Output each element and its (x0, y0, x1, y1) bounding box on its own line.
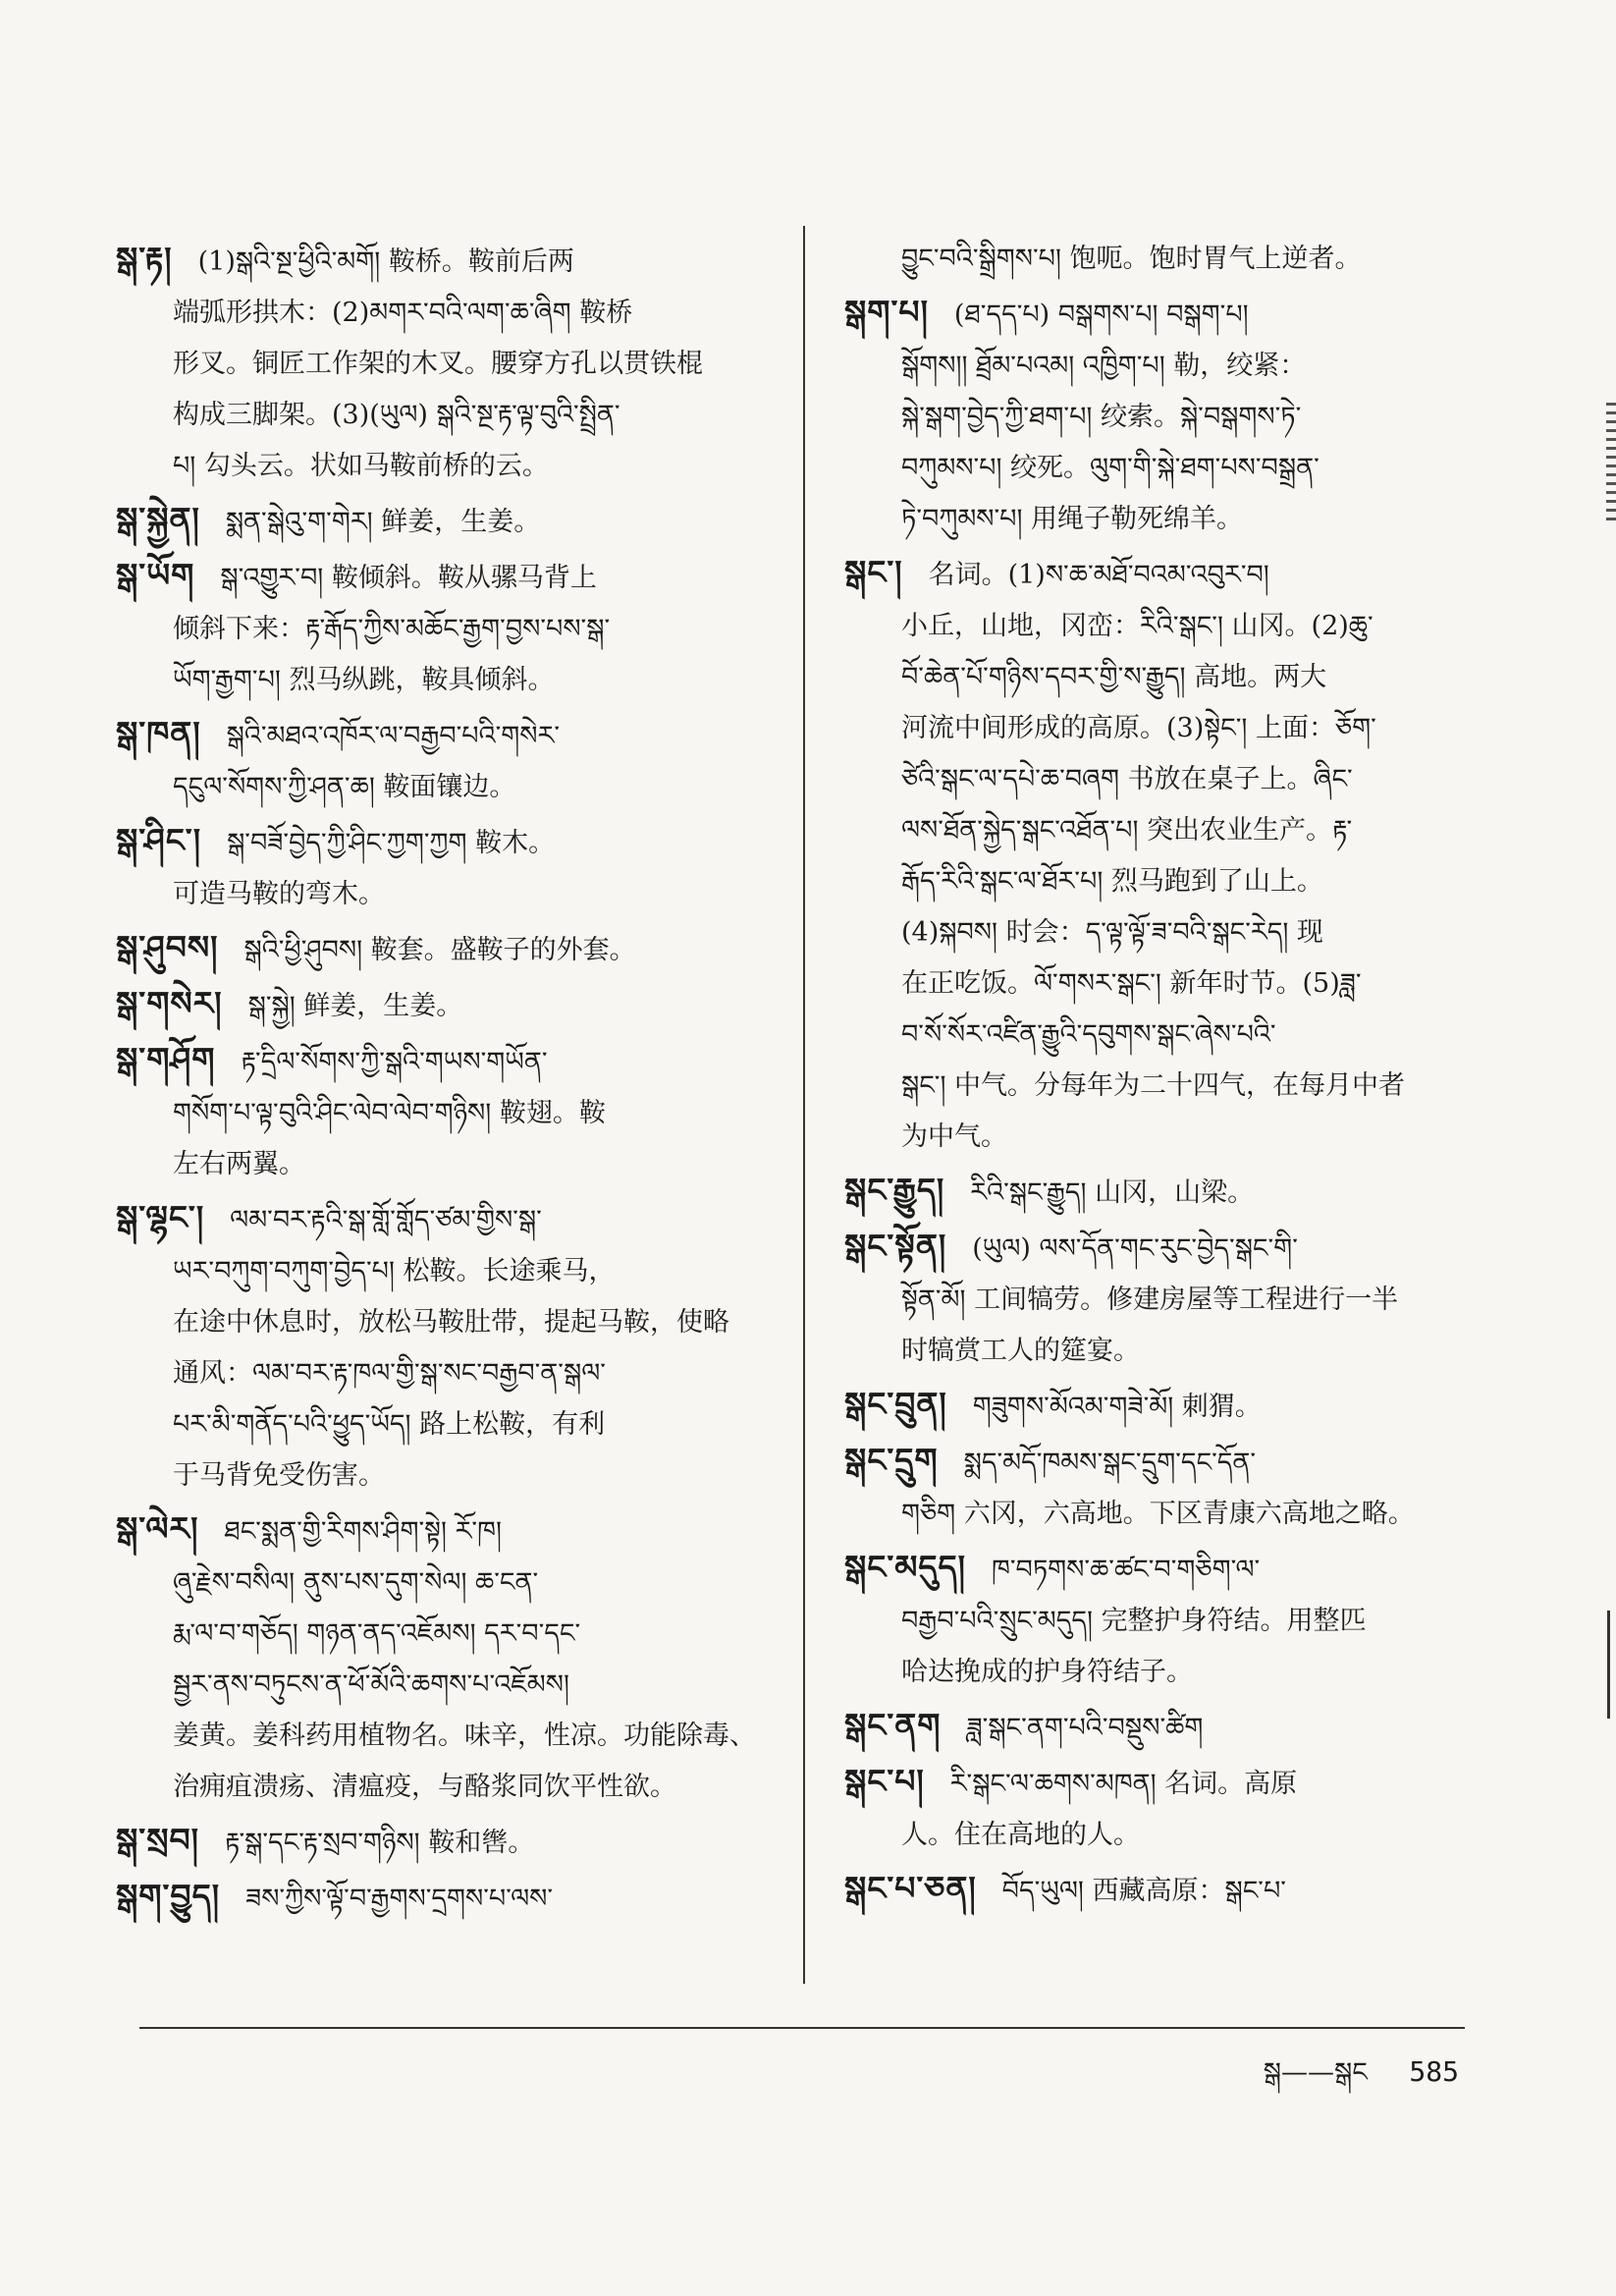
dictionary-entry (844, 547, 1482, 1163)
dictionary-entry (116, 494, 774, 548)
entry-line (116, 234, 774, 288)
dictionary-entry (844, 234, 1482, 285)
headword: སྒ་གསེར། (116, 984, 223, 1022)
dictionary-entry (116, 234, 774, 492)
definition-text: 倾斜下来：རྟ་རྒོད་ཀྱིས་མཆོང་རྒྱག་བྱས་པས་སྒ་ (173, 614, 611, 644)
entry-line (116, 1348, 774, 1399)
headword: སྒང་ནག (844, 1706, 942, 1744)
headword: སྒང་དྲུག (844, 1441, 939, 1479)
definition-text: 哈达挽成的护身符结子。 (901, 1657, 1193, 1687)
definition-text: སྒ་འགྱུར་བ། 鞍倾斜。鞍从骡马背上 (220, 563, 597, 593)
definition-text: ཏེ་བཀུམས་པ། 用绳子勒死绵羊。 (901, 504, 1244, 534)
definition-text: 端弧形拱木：(2)མགར་བའི་ལག་ཆ་ཞིག 鞍桥 (173, 298, 633, 328)
dictionary-entry (844, 1863, 1482, 1917)
dictionary-entry (116, 1192, 774, 1502)
headword: སྒ་ཤིང་། (116, 821, 202, 859)
definition-text: རྟ་དྲིལ་སོགས་ཀྱི་སྒའི་གཡས་གཡོན་ (241, 1047, 548, 1077)
headword: སྒ་སྐྱེན། (116, 500, 200, 538)
definition-text: ཞུ་རྗེས་བསིལ། ནུས་པས་དུག་སེལ། ཆ་ངན་ (173, 1567, 539, 1598)
definition-text: བ་སོ་སོར་འཛིན་རྒྱུའི་དབུགས་སྒང་ཞེས་པའི་ (901, 1019, 1276, 1050)
dictionary-entry (844, 1435, 1482, 1540)
entry-line (116, 339, 774, 390)
definition-text: སྐེ་སྒག་བྱེད་ཀྱི་ཐག་པ། 绞索。སྐེ་བསྒགས་ཏེ་ (901, 402, 1302, 432)
headword: སྒ་སྲབ། (116, 1821, 199, 1859)
definition-text: སྒ་སྐྱེ། 鲜姜，生姜。 (247, 991, 463, 1021)
entry-line (844, 1647, 1482, 1698)
headword: སྒང་པ། (844, 1762, 925, 1800)
dictionary-entry (116, 1871, 774, 1925)
page-number: 585 (1409, 2055, 1459, 2088)
dictionary-entry (844, 1379, 1482, 1433)
entry-line (116, 1711, 774, 1762)
right-column (844, 234, 1482, 1919)
definition-text: སྨན་སྒེའུ་ག་གེར། 鲜姜，生姜。 (225, 507, 541, 537)
entry-line (116, 1660, 774, 1711)
definition-text: 左右两翼。 (173, 1149, 305, 1179)
headword: སྒ་ཡོག (116, 556, 195, 594)
entry-line (116, 441, 774, 492)
scan-edge-marks (1606, 403, 1616, 520)
headword: སྒག་བྱུད། (116, 1877, 221, 1915)
dictionary-entry (116, 1503, 774, 1813)
column-divider (803, 226, 805, 1984)
definition-text: 可造马鞍的弯木。 (173, 879, 385, 909)
definition-text: སྒོགས།། ཐྲོམ་པའམ། འཁྱིག་པ། 勒，绞紧： (901, 351, 1307, 381)
entry-line (844, 1326, 1482, 1377)
headword: སྒ་ལེར། (116, 1509, 199, 1548)
definition-text: གཟུགས་མོའམ་གཟེ་མོ། 刺猬。 (972, 1392, 1262, 1422)
entry-line (844, 1010, 1482, 1061)
entry-line (116, 922, 774, 976)
definition-text: ཡར་བཀུག་བཀུག་བྱེད་པ། 松鞍。长途乘马， (173, 1256, 616, 1286)
entry-line (844, 1756, 1482, 1810)
definition-text: རི་སྒང་ལ་ཆགས་མཁན། 名词。高原 (949, 1769, 1298, 1799)
definition-text: ཐང་སྨན་གྱི་རིགས་ཤིག་སྟེ། རོ་ཁ། (224, 1516, 502, 1547)
definition-text: རྒོད་རིའི་སྒང་ལ་ཐོར་པ། 烈马跑到了山上。 (901, 866, 1323, 897)
entry-line (844, 1596, 1482, 1647)
headword: སྒང་བྲུན། (844, 1385, 947, 1423)
entry-line (116, 390, 774, 441)
definition-text: སྒའི་ཕྱི་ཤུབས། 鞍套。盛鞍子的外套。 (243, 935, 636, 965)
entry-line (116, 1815, 774, 1869)
definition-text: 构成三脚架。(3)(ཡུལ) སྒའི་སྔ་རྟ་ལྟ་བུའི་སྤྲིན་ (173, 400, 620, 430)
dictionary-entry (116, 978, 774, 1032)
entry-line (116, 1762, 774, 1813)
definition-text: སྟོན་མོ། 工间犒劳。修建房屋等工程进行一半 (901, 1285, 1399, 1315)
definition-text: གཅིག 六冈，六高地。下区青康六高地之略。 (901, 1499, 1415, 1529)
definition-text: པ། 勾头云。状如马鞍前桥的云。 (173, 451, 549, 481)
definition-text: ཟླ་སྒང་ནག་པའི་བསྡུས་ཚིག (966, 1713, 1204, 1743)
entry-line (844, 1435, 1482, 1489)
definition-text: 人。住在高地的人。 (901, 1820, 1140, 1850)
entry-line (844, 1061, 1482, 1112)
definition-text: བརྒྱབ་པའི་སྲུང་མདུད། 完整护身符结。用整匹 (901, 1606, 1367, 1636)
entry-line (844, 1542, 1482, 1596)
entry-line (844, 703, 1482, 754)
entry-line (116, 708, 774, 762)
definition-text: 小丘，山地，冈峦：རིའི་སྒང་། 山冈。(2)ཆུ་ (901, 611, 1374, 641)
entry-line (116, 550, 774, 604)
dictionary-entry (844, 287, 1482, 545)
definition-text: 时犒赏工人的筵宴。 (901, 1336, 1140, 1366)
entry-line (116, 1088, 774, 1139)
definition-text: ལས་ཐོན་སྐྱེད་སྒང་འཐོན་པ། 突出农业生产。རྟ་ (901, 815, 1353, 846)
dictionary-entry (844, 1165, 1482, 1219)
entry-line (844, 754, 1482, 805)
dictionary-entry (844, 1756, 1482, 1861)
definition-text: དངུལ་སོགས་ཀྱི་ཤན་ཆ། 鞍面镶边。 (173, 772, 516, 802)
entry-line (844, 392, 1482, 443)
headword: སྒང་སྟོན། (844, 1227, 947, 1265)
definition-text: 形叉。铜匠工作架的木叉。腰穿方孔以贯铁棍 (173, 349, 703, 379)
dictionary-entry (116, 815, 774, 920)
headword: སྒ་རྟ། (116, 240, 173, 278)
entry-line (844, 652, 1482, 703)
entry-line (844, 547, 1482, 601)
entry-line (844, 1275, 1482, 1326)
definition-text: 姜黄。姜科药用植物名。味辛，性凉。功能除毒、 (173, 1721, 756, 1751)
dictionary-entry (116, 1815, 774, 1869)
entry-line (844, 1379, 1482, 1433)
scan-edge-bar (1607, 1611, 1610, 1719)
dictionary-entry (116, 550, 774, 706)
definition-text: སྨད་མདོ་ཁམས་སྒང་དྲུག་དང་དོན་ (963, 1448, 1257, 1478)
entry-line (844, 234, 1482, 285)
definition-text: རིའི་སྒང་རྒྱུད། 山冈，山梁。 (970, 1177, 1255, 1208)
entry-line (116, 1246, 774, 1297)
definition-text: ཡོག་རྒྱག་པ། 烈马纵跳，鞍具倾斜。 (173, 665, 555, 695)
definition-text: (1)སྒའི་སྔ་ཕྱིའི་མགོ། 鞍桥。鞍前后两 (197, 246, 574, 277)
dictionary-entry (844, 1542, 1482, 1698)
definition-text: བྱུང་བའི་སྒྲིགས་པ། 饱呃。饱时胃气上逆者。 (901, 244, 1362, 274)
entry-line (844, 1489, 1482, 1540)
definition-text: 于马背免受伤害。 (173, 1460, 385, 1491)
entry-line (116, 604, 774, 655)
entry-line (116, 762, 774, 813)
entry-line (844, 1165, 1482, 1219)
entry-line (844, 1112, 1482, 1163)
definition-text: 河流中间形成的高原。(3)སྟེང་། 上面：ཅོག་ (901, 713, 1376, 743)
entry-line (116, 978, 774, 1032)
entry-line (844, 1863, 1482, 1917)
definition-text: (ཡུལ) ལས་དོན་གང་རུང་བྱེད་སྒང་གི་ (972, 1233, 1298, 1264)
entry-line (844, 341, 1482, 392)
entry-line (844, 1700, 1482, 1754)
definition-text: སྦྱར་ནས་བཏུངས་ན་ཕོ་མོའི་ཆགས་པ་འཇོམས། (173, 1669, 569, 1700)
definition-text: ཟས་ཀྱིས་ལྟོ་བ་རྒྱགས་དྲགས་པ་ལས་ (245, 1884, 554, 1914)
entry-line (844, 287, 1482, 341)
entry-line (844, 907, 1482, 958)
headword: སྒ་ལྷང་། (116, 1198, 205, 1236)
entry-line (844, 443, 1482, 494)
entry-line (116, 1139, 774, 1190)
headword: སྒག་པ། (844, 293, 929, 331)
definition-text: པར་མི་གནོད་པའི་ཕྱུད་ཡོད། 路上松鞍，有利 (173, 1409, 606, 1440)
entry-line (844, 1810, 1482, 1861)
definition-text: སྒའི་མཐའ་འཁོར་ལ་བརྒྱབ་པའི་གསེར་ (226, 721, 561, 751)
headword: སྒ་གཤོག (116, 1040, 216, 1078)
headword: སྒ་ཁན། (116, 714, 201, 752)
entry-line (116, 1871, 774, 1925)
definition-text: 通风：ལམ་བར་རྟ་ཁལ་གྱི་སྒ་སང་བརྒྱབ་ན་སྒལ་ (173, 1358, 606, 1389)
headword-range: སྒ——སྒང (1263, 2057, 1368, 2088)
entry-line (844, 494, 1482, 545)
headword: སྒང་རྒྱུད། (844, 1171, 945, 1209)
entry-line (116, 494, 774, 548)
dictionary-entry (116, 708, 774, 813)
entry-line (116, 815, 774, 869)
definition-text: སྒང་། 中气。分每年为二十四气，在每月中者 (901, 1070, 1406, 1101)
headword: སྒང་པ་ཅན། (844, 1869, 977, 1907)
definition-text: 名词。(1)ས་ཆ་མཐོ་བའམ་འབུར་བ། (928, 560, 1269, 590)
definition-text: 为中气。 (901, 1121, 1007, 1152)
headword: སྒ་ཤུབས། (116, 928, 219, 966)
definition-text: 在途中休息时，放松马鞍肚带，提起马鞍，使略 (173, 1307, 729, 1338)
entry-line (116, 1558, 774, 1609)
definition-text: ལམ་བར་རྟའི་སྒ་གློ་གློད་ཙམ་གྱིས་སྒ་ (230, 1205, 542, 1235)
entry-line (116, 1503, 774, 1558)
definition-text: 治痈疽溃疡、清瘟疫，与酪浆同饮平性欲。 (173, 1772, 676, 1802)
headword: སྒང་མདུད། (844, 1548, 966, 1586)
page-footer (1264, 2043, 1459, 2117)
definition-text: (ཐ་དད་པ) བསྒགས་པ། བསྒག་པ། (953, 300, 1249, 330)
entry-line (116, 655, 774, 706)
footer-rule (139, 2027, 1465, 2029)
entry-line (116, 1034, 774, 1088)
entry-line (116, 1297, 774, 1348)
definition-text: 在正吃饭。ལོ་གསར་སྒང་། 新年时节。(5)ཟླ་ (901, 968, 1362, 999)
entry-line (844, 601, 1482, 652)
entry-line (116, 1609, 774, 1660)
definition-text: སྒ་བཟོ་བྱེད་ཀྱི་ཤིང་ཀྱག་ཀྱག 鞍木。 (227, 828, 556, 858)
definition-text: བོ་ཆེན་པོ་གཉིས་དབར་གྱི་ས་རྒྱུད། 高地。两大 (901, 662, 1327, 692)
entry-line (844, 805, 1482, 856)
entry-line (844, 856, 1482, 907)
headword: སྒང་། (844, 553, 903, 591)
dictionary-entry (844, 1221, 1482, 1377)
definition-text: (4)སྐབས། 时会：ད་ལྟ་ལྟོ་ཟ་བའི་སྒང་རེད། 现 (901, 917, 1323, 948)
definition-text: ཁ་བཏགས་ཆ་ཚང་བ་གཅིག་ལ་ (991, 1555, 1261, 1585)
entry-line (116, 1450, 774, 1502)
entry-line (116, 1399, 774, 1450)
definition-text: རྟ་སྒ་དང་རྟ་སྲབ་གཉིས། 鞍和辔。 (224, 1828, 535, 1858)
entry-line (844, 958, 1482, 1010)
entry-line (116, 288, 774, 339)
entry-line (844, 1221, 1482, 1275)
definition-text: བཀུམས་པ། 绞死。ལུག་གི་སྐེ་ཐག་པས་བསྒྲན་ (901, 453, 1320, 483)
definition-text: གསོག་པ་ལྟ་བུའི་ཤིང་ལེབ་ལེབ་གཉིས། 鞍翅。鞍 (173, 1098, 606, 1128)
dictionary-entry (844, 1700, 1482, 1754)
dictionary-entry (116, 922, 774, 976)
dictionary-entry (116, 1034, 774, 1190)
definition-text: ཙེའི་སྒང་ལ་དཔེ་ཆ་བཞག 书放在桌子上。ཞིང་ (901, 764, 1353, 794)
definition-text: བོད་ཡུལ། 西藏高原：སྒང་པ་ (1001, 1876, 1286, 1906)
definition-text: རྨ་ལ་བ་གཅོད། གཉན་ནད་འཇོམས། དར་བ་དང་ (173, 1618, 581, 1649)
entry-line (116, 1192, 774, 1246)
entry-line (116, 869, 774, 920)
left-column (116, 234, 774, 1927)
